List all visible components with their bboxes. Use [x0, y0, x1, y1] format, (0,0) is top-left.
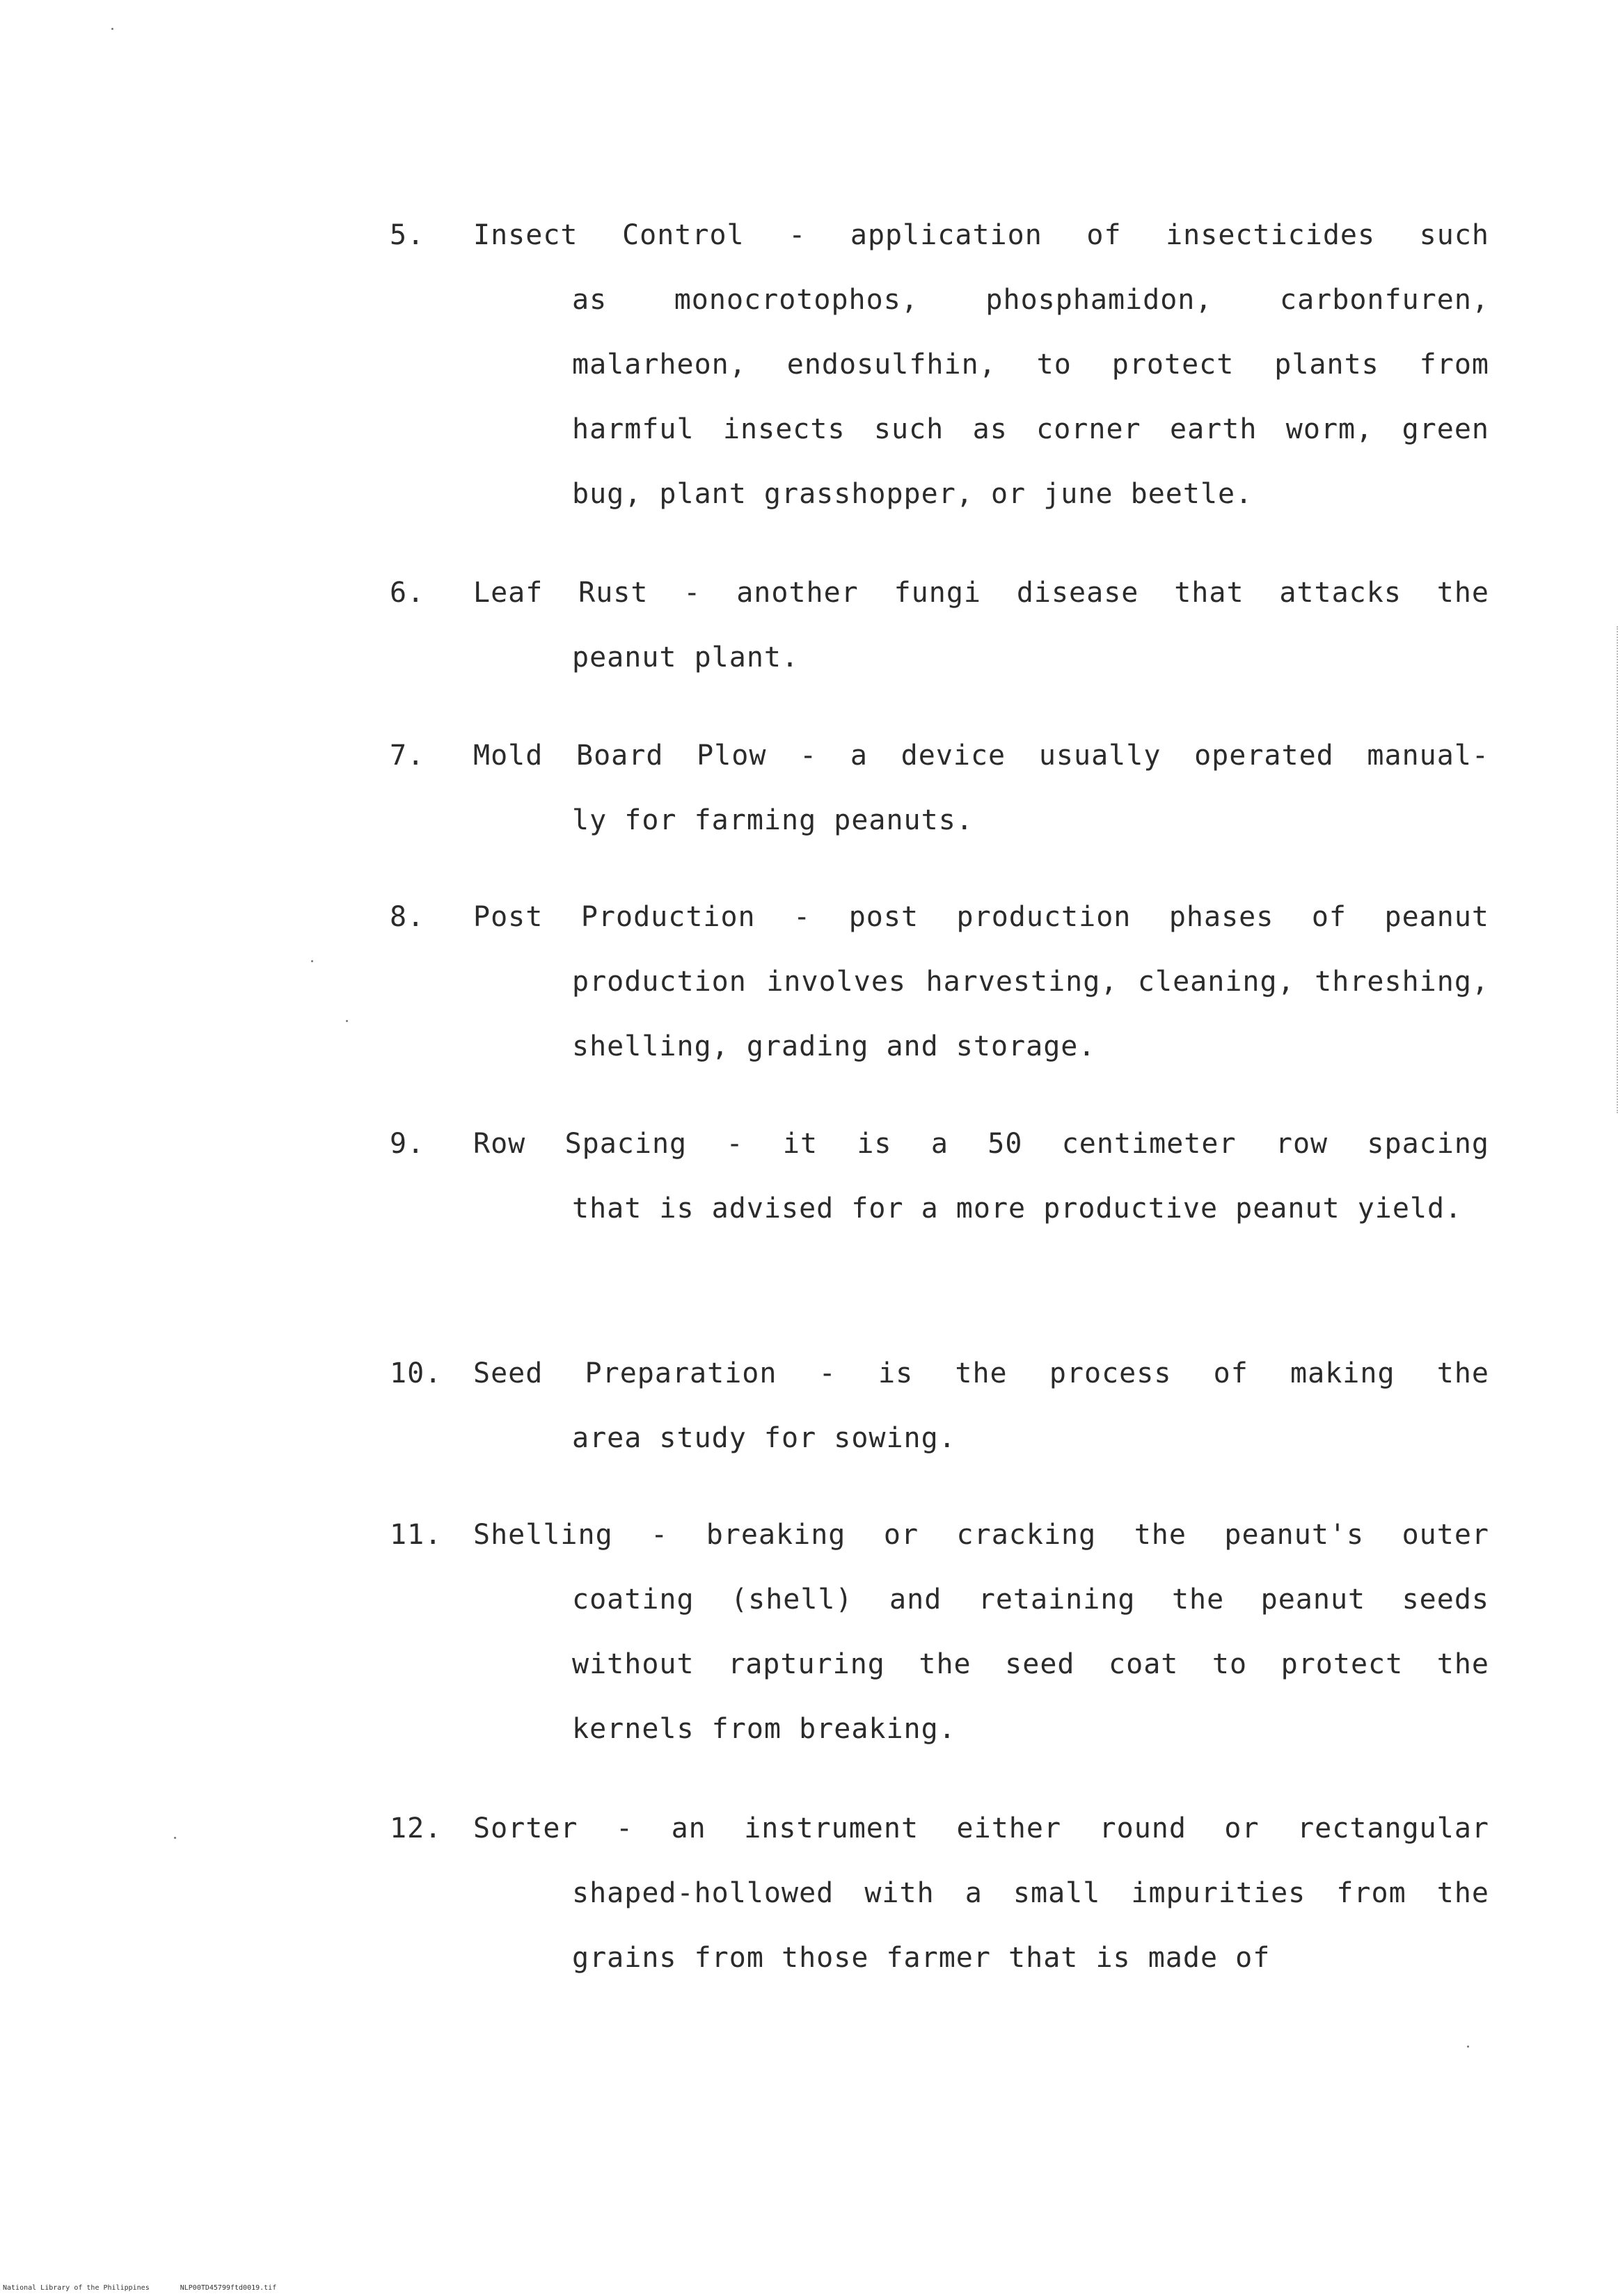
entry-first-line: Seed Preparation - is the process of making the [473, 1357, 1489, 1389]
entry-first-line: Shelling - breaking or cracking the peanut's outer [473, 1519, 1489, 1551]
entry-number: 7. [390, 740, 425, 772]
glossary-entry-row-spacing [390, 1112, 1489, 1241]
glossary-entry-insect-control [390, 203, 1489, 527]
entry-continuation: production involves harvesting, cleaning, threshing, shelling, grading and storage. [572, 966, 1489, 1062]
entry-text [473, 885, 1489, 1079]
scan-speck [111, 28, 113, 30]
entry-number: 12. [390, 1812, 443, 1844]
entry-first-line: Row Spacing - it is a 50 centimeter row spacing [473, 1128, 1489, 1160]
scan-edge-mark [1615, 626, 1618, 1113]
entry-number: 10. [390, 1357, 443, 1389]
entry-number: 6. [390, 577, 425, 609]
scan-speck [346, 1020, 348, 1022]
entry-continuation: peanut plant. [572, 641, 800, 673]
scan-speck [311, 960, 313, 962]
entry-number: 11. [390, 1519, 443, 1551]
entry-continuation: area study for sowing. [572, 1422, 956, 1454]
entry-text [473, 1503, 1489, 1762]
scan-footer [3, 2284, 303, 2293]
entry-continuation: that is advised for a more productive peanut yield. [572, 1193, 1463, 1225]
entry-first-line: Insect Control - application of insecticides such [473, 219, 1489, 251]
entry-text [473, 203, 1489, 527]
entry-number: 9. [390, 1128, 425, 1160]
glossary-entry-mold-board-plow [390, 724, 1489, 853]
entry-text [473, 1796, 1489, 1991]
glossary-entry-sorter [390, 1796, 1489, 1991]
entry-first-line: Sorter - an instrument either round or rectangular [473, 1812, 1489, 1844]
glossary-entry-leaf-rust [390, 561, 1489, 690]
scan-speck [174, 1837, 176, 1839]
footer-library: National Library of the Philippines [3, 2284, 150, 2292]
entry-text [473, 724, 1489, 853]
glossary-entry-seed-preparation [390, 1341, 1489, 1471]
entry-first-line: Post Production - post production phases of peanut [473, 901, 1489, 933]
entry-first-line: Leaf Rust - another fungi disease that attacks the [473, 577, 1489, 609]
entry-number: 8. [390, 901, 425, 933]
glossary-entry-shelling [390, 1503, 1489, 1762]
entry-text [473, 561, 1489, 690]
entry-continuation: as monocrotophos, phosphamidon, carbonfuren, malarheon, endosulfhin, to protect plants from harmful insects such as corner earth worm, green bug, plant grasshopper, or june beetle. [572, 284, 1489, 510]
entry-continuation: ly for farming peanuts. [572, 804, 974, 836]
footer-filename: NLP00TD45799ftd0019.tif [180, 2284, 277, 2292]
entry-number: 5. [390, 219, 425, 251]
entry-text [473, 1341, 1489, 1471]
entry-continuation: shaped-hollowed with a small impurities from the grains from those farmer that is made of [572, 1877, 1489, 1974]
entry-continuation: coating (shell) and retaining the peanut seeds without rapturing the seed coat to protect the kernels from breaking. [572, 1584, 1489, 1745]
glossary-entry-post-production [390, 885, 1489, 1079]
scan-speck [1467, 2046, 1469, 2048]
entry-first-line: Mold Board Plow - a device usually operated manual- [473, 740, 1489, 772]
entry-text [473, 1112, 1489, 1241]
